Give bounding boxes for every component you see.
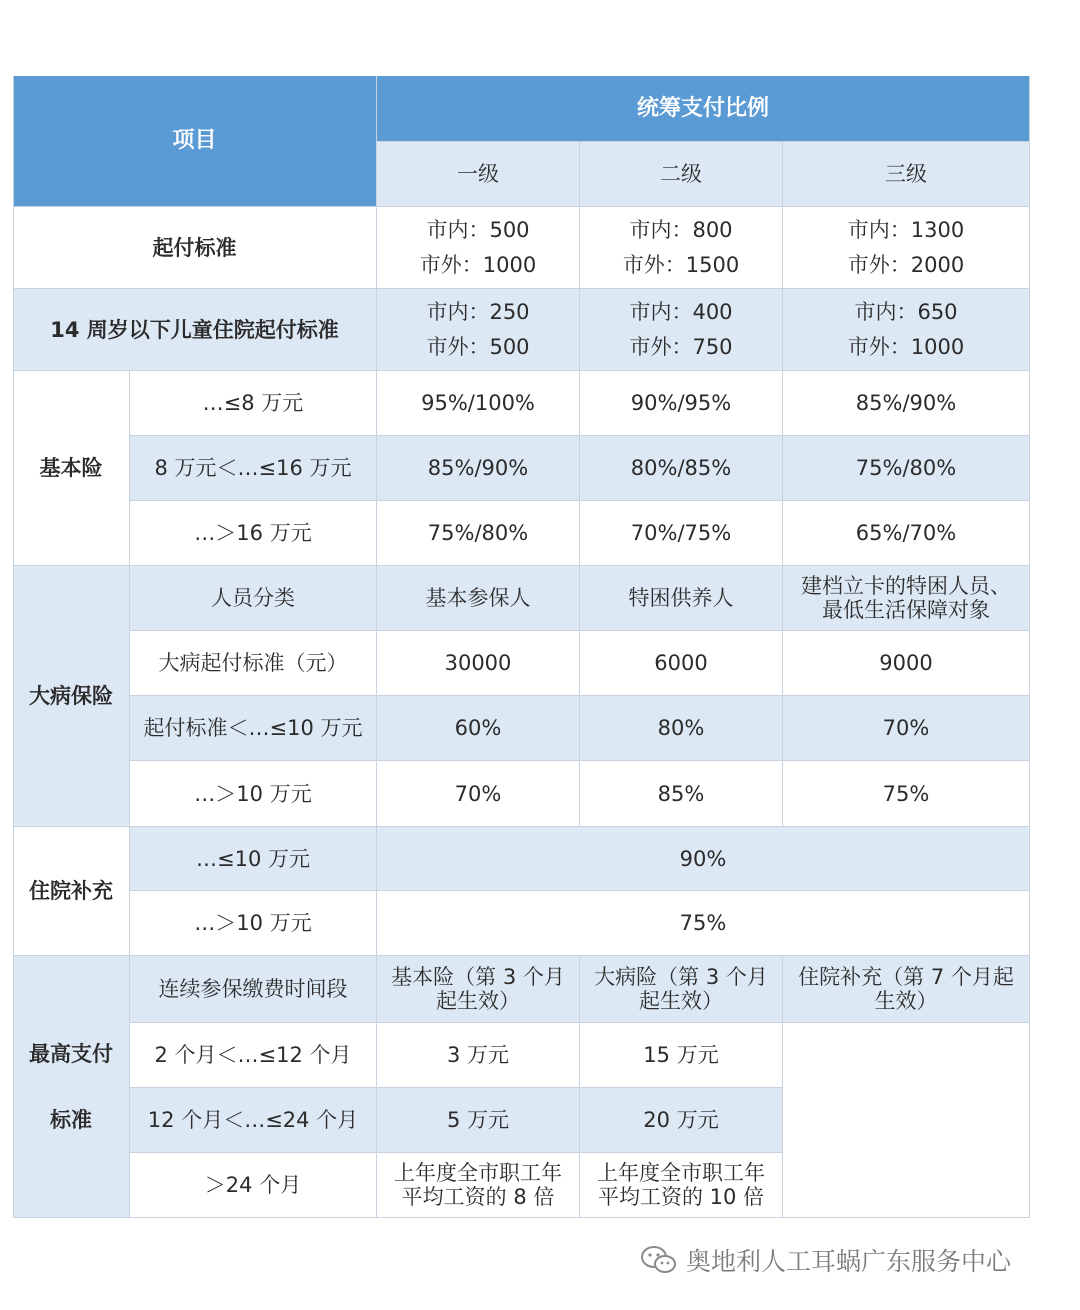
critical-r2-l1	[377, 631, 580, 696]
group-label: 大病保险	[29, 684, 113, 708]
group-label-line: 最高支付	[29, 1041, 113, 1066]
category-value: 特困供养人	[628, 586, 734, 610]
range-label: …≤10 万元	[196, 846, 310, 871]
max-r1-l2	[580, 956, 783, 1023]
basic-range-2	[130, 436, 377, 501]
child-deductible-level-2	[580, 289, 783, 371]
value-outside: 市外：500	[426, 334, 530, 359]
value-city: 市内：800	[629, 218, 733, 243]
row-label: 起付标准	[152, 235, 237, 260]
amount-value: 6000	[654, 651, 708, 675]
critical-label	[13, 566, 130, 827]
supplement-label	[13, 827, 130, 956]
basic-r1-l1	[377, 371, 580, 436]
value-outside: 市外：1000	[419, 252, 537, 277]
header-level-2	[580, 142, 783, 207]
range-label: …＞10 万元	[194, 781, 312, 806]
deductible-level-2	[580, 207, 783, 289]
range-label: 人员分类	[211, 586, 295, 610]
amount-value: 5 万元	[446, 1108, 510, 1132]
deductible-level-1	[377, 207, 580, 289]
group-label: 住院补充	[29, 879, 113, 903]
amount-value: 20 万元	[643, 1108, 719, 1132]
max-r2-l2	[580, 1023, 783, 1088]
watermark-text: 奥地利人工耳蜗广东服务中心	[686, 1247, 1012, 1276]
basic-r1-l2	[580, 371, 783, 436]
critical-r4-l3	[783, 761, 1030, 827]
column-heading: 住院补充（第 7 个月起生效）	[798, 965, 1014, 1013]
level-label: 一级	[457, 162, 499, 186]
critical-r2-l3	[783, 631, 1030, 696]
basic-range-3	[130, 501, 377, 566]
ratio-value: 65%/70%	[855, 521, 957, 545]
watermark	[640, 1242, 1011, 1278]
critical-r3-l2	[580, 696, 783, 761]
header-level-1	[377, 142, 580, 207]
critical-r2-l2	[580, 631, 783, 696]
level-label: 三级	[885, 162, 927, 186]
basic-r2-l1	[377, 436, 580, 501]
table-left-border	[13, 76, 14, 1218]
header-item-cell	[13, 76, 377, 207]
range-label: ＞24 个月	[204, 1173, 302, 1197]
max-r3-l1	[377, 1088, 580, 1153]
critical-range-4	[130, 761, 377, 827]
header-ratio-cell	[377, 76, 1030, 142]
value-city: 市内：500	[426, 218, 530, 243]
critical-range-1	[130, 566, 377, 631]
ratio-value: 70%	[454, 781, 502, 806]
max-r3-l2	[580, 1088, 783, 1153]
range-label: …＞16 万元	[194, 521, 312, 545]
range-label: 12 个月＜…≤24 个月	[147, 1108, 359, 1132]
ratio-value: 60%	[454, 716, 502, 740]
max-r1-l1	[377, 956, 580, 1023]
critical-r1-l3	[783, 566, 1030, 631]
max-r1-l3	[783, 956, 1030, 1023]
ratio-value: 75%/80%	[427, 521, 529, 545]
amount-value: 3 万元	[446, 1043, 510, 1067]
critical-range-2	[130, 631, 377, 696]
amount-value: 30000	[444, 651, 512, 675]
supplement-range-1	[130, 827, 377, 891]
range-label: 大病起付标准（元）	[158, 651, 348, 675]
ratio-value: 85%/90%	[427, 456, 529, 480]
value-outside: 市外：1500	[622, 252, 740, 277]
ratio-value: 90%	[679, 846, 727, 871]
critical-range-3	[130, 696, 377, 761]
header-level-3	[783, 142, 1030, 207]
value-city: 市内：650	[854, 300, 958, 325]
ratio-value: 75%	[882, 781, 930, 806]
value-city: 市内：400	[629, 300, 733, 325]
supplement-r2-value	[377, 891, 1030, 956]
basic-r3-l2	[580, 501, 783, 566]
basic-r2-l2	[580, 436, 783, 501]
child-deductible-level-1	[377, 289, 580, 371]
wechat-icon	[640, 1245, 678, 1275]
critical-r3-l3	[783, 696, 1030, 761]
max-empty-cell	[783, 1023, 1030, 1218]
ratio-value: 70%/75%	[630, 521, 732, 545]
range-label: 起付标准＜…≤10 万元	[143, 716, 363, 740]
ratio-value: 85%/90%	[855, 391, 957, 415]
amount-value: 15 万元	[643, 1043, 719, 1067]
range-label: 8 万元＜…≤16 万元	[154, 456, 352, 480]
basic-r3-l1	[377, 501, 580, 566]
value-outside: 市外：2000	[847, 252, 965, 277]
column-heading: 大病险（第 3 个月起生效）	[594, 965, 768, 1013]
ratio-value: 80%	[657, 716, 705, 740]
amount-value: 9000	[879, 651, 933, 675]
range-label: …≤8 万元	[202, 391, 304, 415]
value-outside: 市外：750	[629, 334, 733, 359]
max-r4-l1	[377, 1153, 580, 1218]
supplement-r1-value	[377, 827, 1030, 891]
ratio-value: 75%/80%	[855, 456, 957, 480]
column-heading: 基本险（第 3 个月起生效）	[391, 965, 565, 1013]
child-deductible-label	[13, 289, 377, 371]
supplement-range-2	[130, 891, 377, 956]
basic-range-1	[130, 371, 377, 436]
max-range-1	[130, 956, 377, 1023]
value-outside: 市外：1000	[847, 334, 965, 359]
range-label: 2 个月＜…≤12 个月	[154, 1043, 352, 1067]
critical-r1-l1	[377, 566, 580, 631]
category-value: 基本参保人	[425, 586, 531, 610]
range-label: 连续参保缴费时间段	[158, 977, 348, 1001]
critical-r3-l1	[377, 696, 580, 761]
value-city: 市内：1300	[847, 218, 965, 243]
category-value: 建档立卡的特困人员、最低生活保障对象	[801, 574, 1011, 622]
ratio-value: 75%	[679, 911, 727, 935]
basic-r3-l3	[783, 501, 1030, 566]
basic-label	[13, 371, 130, 566]
max-range-4	[130, 1153, 377, 1218]
range-label: …＞10 万元	[194, 911, 312, 935]
amount-value: 上年度全市职工年平均工资的 8 倍	[394, 1161, 562, 1209]
ratio-value: 80%/85%	[630, 456, 732, 480]
group-label: 基本险	[39, 456, 103, 480]
child-deductible-level-3	[783, 289, 1030, 371]
header-item-label: 项目	[172, 128, 217, 153]
critical-r4-l2	[580, 761, 783, 827]
critical-r1-l2	[580, 566, 783, 631]
max-r2-l1	[377, 1023, 580, 1088]
ratio-value: 70%	[882, 716, 930, 740]
row-label: 14 周岁以下儿童住院起付标准	[50, 317, 339, 342]
max-range-3	[130, 1088, 377, 1153]
max-r4-l2	[580, 1153, 783, 1218]
header-ratio-label: 统筹支付比例	[636, 95, 769, 121]
deductible-level-3	[783, 207, 1030, 289]
ratio-value: 85%	[657, 781, 705, 806]
ratio-value: 95%/100%	[421, 391, 535, 415]
basic-r1-l3	[783, 371, 1030, 436]
deductible-label	[13, 207, 377, 289]
critical-r4-l1	[377, 761, 580, 827]
ratio-value: 90%/95%	[630, 391, 732, 415]
max-payment-label	[13, 956, 130, 1218]
group-label-line: 标准	[50, 1107, 92, 1132]
level-label: 二级	[660, 162, 702, 186]
basic-r2-l3	[783, 436, 1030, 501]
amount-value: 上年度全市职工年平均工资的 10 倍	[597, 1161, 765, 1209]
max-range-2	[130, 1023, 377, 1088]
value-city: 市内：250	[426, 300, 530, 325]
